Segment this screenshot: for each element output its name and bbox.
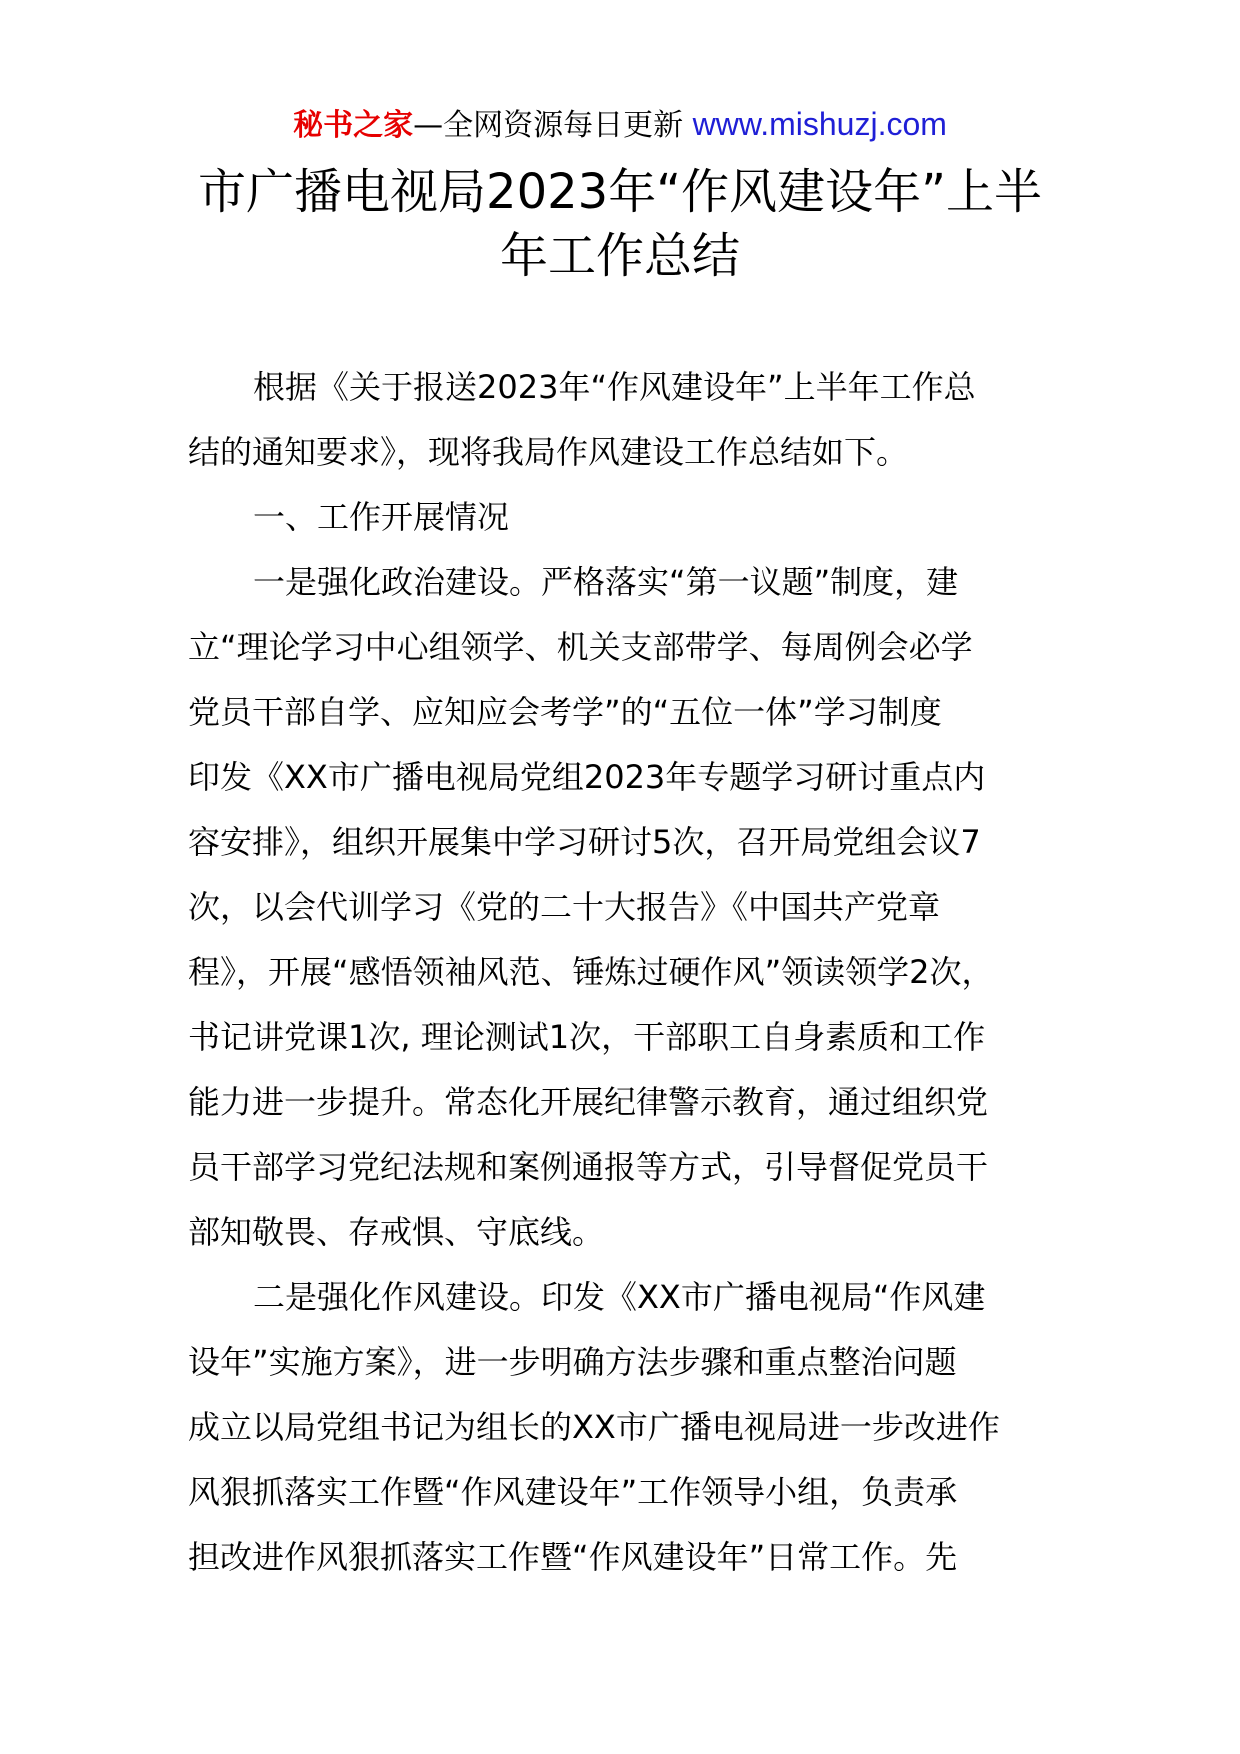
- text-line: 部知敬畏、存戒惧、守底线。: [188, 1213, 605, 1251]
- text-line: 印发《XX市广播电视局党组2023年专题学习研讨重点内: [188, 758, 986, 796]
- text-line: 能力进一步提升。常态化开展纪律警示教育，通过组织党: [188, 1083, 989, 1121]
- paragraph-political-building: [188, 550, 1058, 1265]
- text-line: 次，以会代训学习《党的二十大报告》《中国共产党章: [188, 888, 941, 926]
- text-line: 党员干部自学、应知应会考学”的“五位一体”学习制度: [188, 693, 942, 731]
- heading-line: 一、工作开展情况: [253, 498, 510, 536]
- title-line-2: 年工作总结: [499, 228, 740, 284]
- section-heading: [188, 485, 1058, 550]
- text-line: 风狠抓落实工作暨“作风建设年”工作领导小组，负责承: [188, 1473, 958, 1511]
- paragraph-work-style: [188, 1265, 1058, 1590]
- title-line-1: 市广播电视局2023年“作风建设年”上半: [198, 164, 1042, 220]
- document-title: [180, 160, 1060, 288]
- banner-url-link[interactable]: www.mishuzj.com: [692, 106, 947, 142]
- text-line: 立“理论学习中心组领学、机关支部带学、每周例会必学: [188, 628, 973, 666]
- paragraph-intro: [188, 355, 1058, 485]
- text-line: 担改进作风狠抓落实工作暨“作风建设年”日常工作。先: [188, 1538, 958, 1576]
- banner-brand: 秘书之家: [293, 108, 414, 143]
- text-line: 成立以局党组书记为组长的XX市广播电视局进一步改进作: [188, 1408, 1000, 1446]
- banner-tagline: —全网资源每日更新: [413, 108, 684, 143]
- text-line: 设年”实施方案》，进一步明确方法步骤和重点整治问题: [188, 1343, 957, 1381]
- text-line: 员干部学习党纪法规和案例通报等方式，引导督促党员干: [188, 1148, 989, 1186]
- text-line: 书记讲党课1次, 理论测试1次，干部职工自身素质和工作: [188, 1018, 986, 1056]
- text-line: 程》，开展“感悟领袖风范、锤炼过硬作风”领读领学2次，: [188, 953, 994, 991]
- text-line: 容安排》，组织开展集中学习研讨5次，召开局党组会议7: [188, 823, 981, 861]
- document-body: [188, 355, 1058, 1590]
- text-line: 一是强化政治建设。严格落实“第一议题”制度，建: [253, 563, 959, 601]
- text-line: 结的通知要求》，现将我局作风建设工作总结如下。: [188, 433, 909, 471]
- site-banner: [0, 102, 1240, 148]
- text-line: 二是强化作风建设。印发《XX市广播电视局“作风建: [253, 1278, 986, 1316]
- text-line: 根据《关于报送2023年“作风建设年”上半年工作总: [253, 368, 976, 406]
